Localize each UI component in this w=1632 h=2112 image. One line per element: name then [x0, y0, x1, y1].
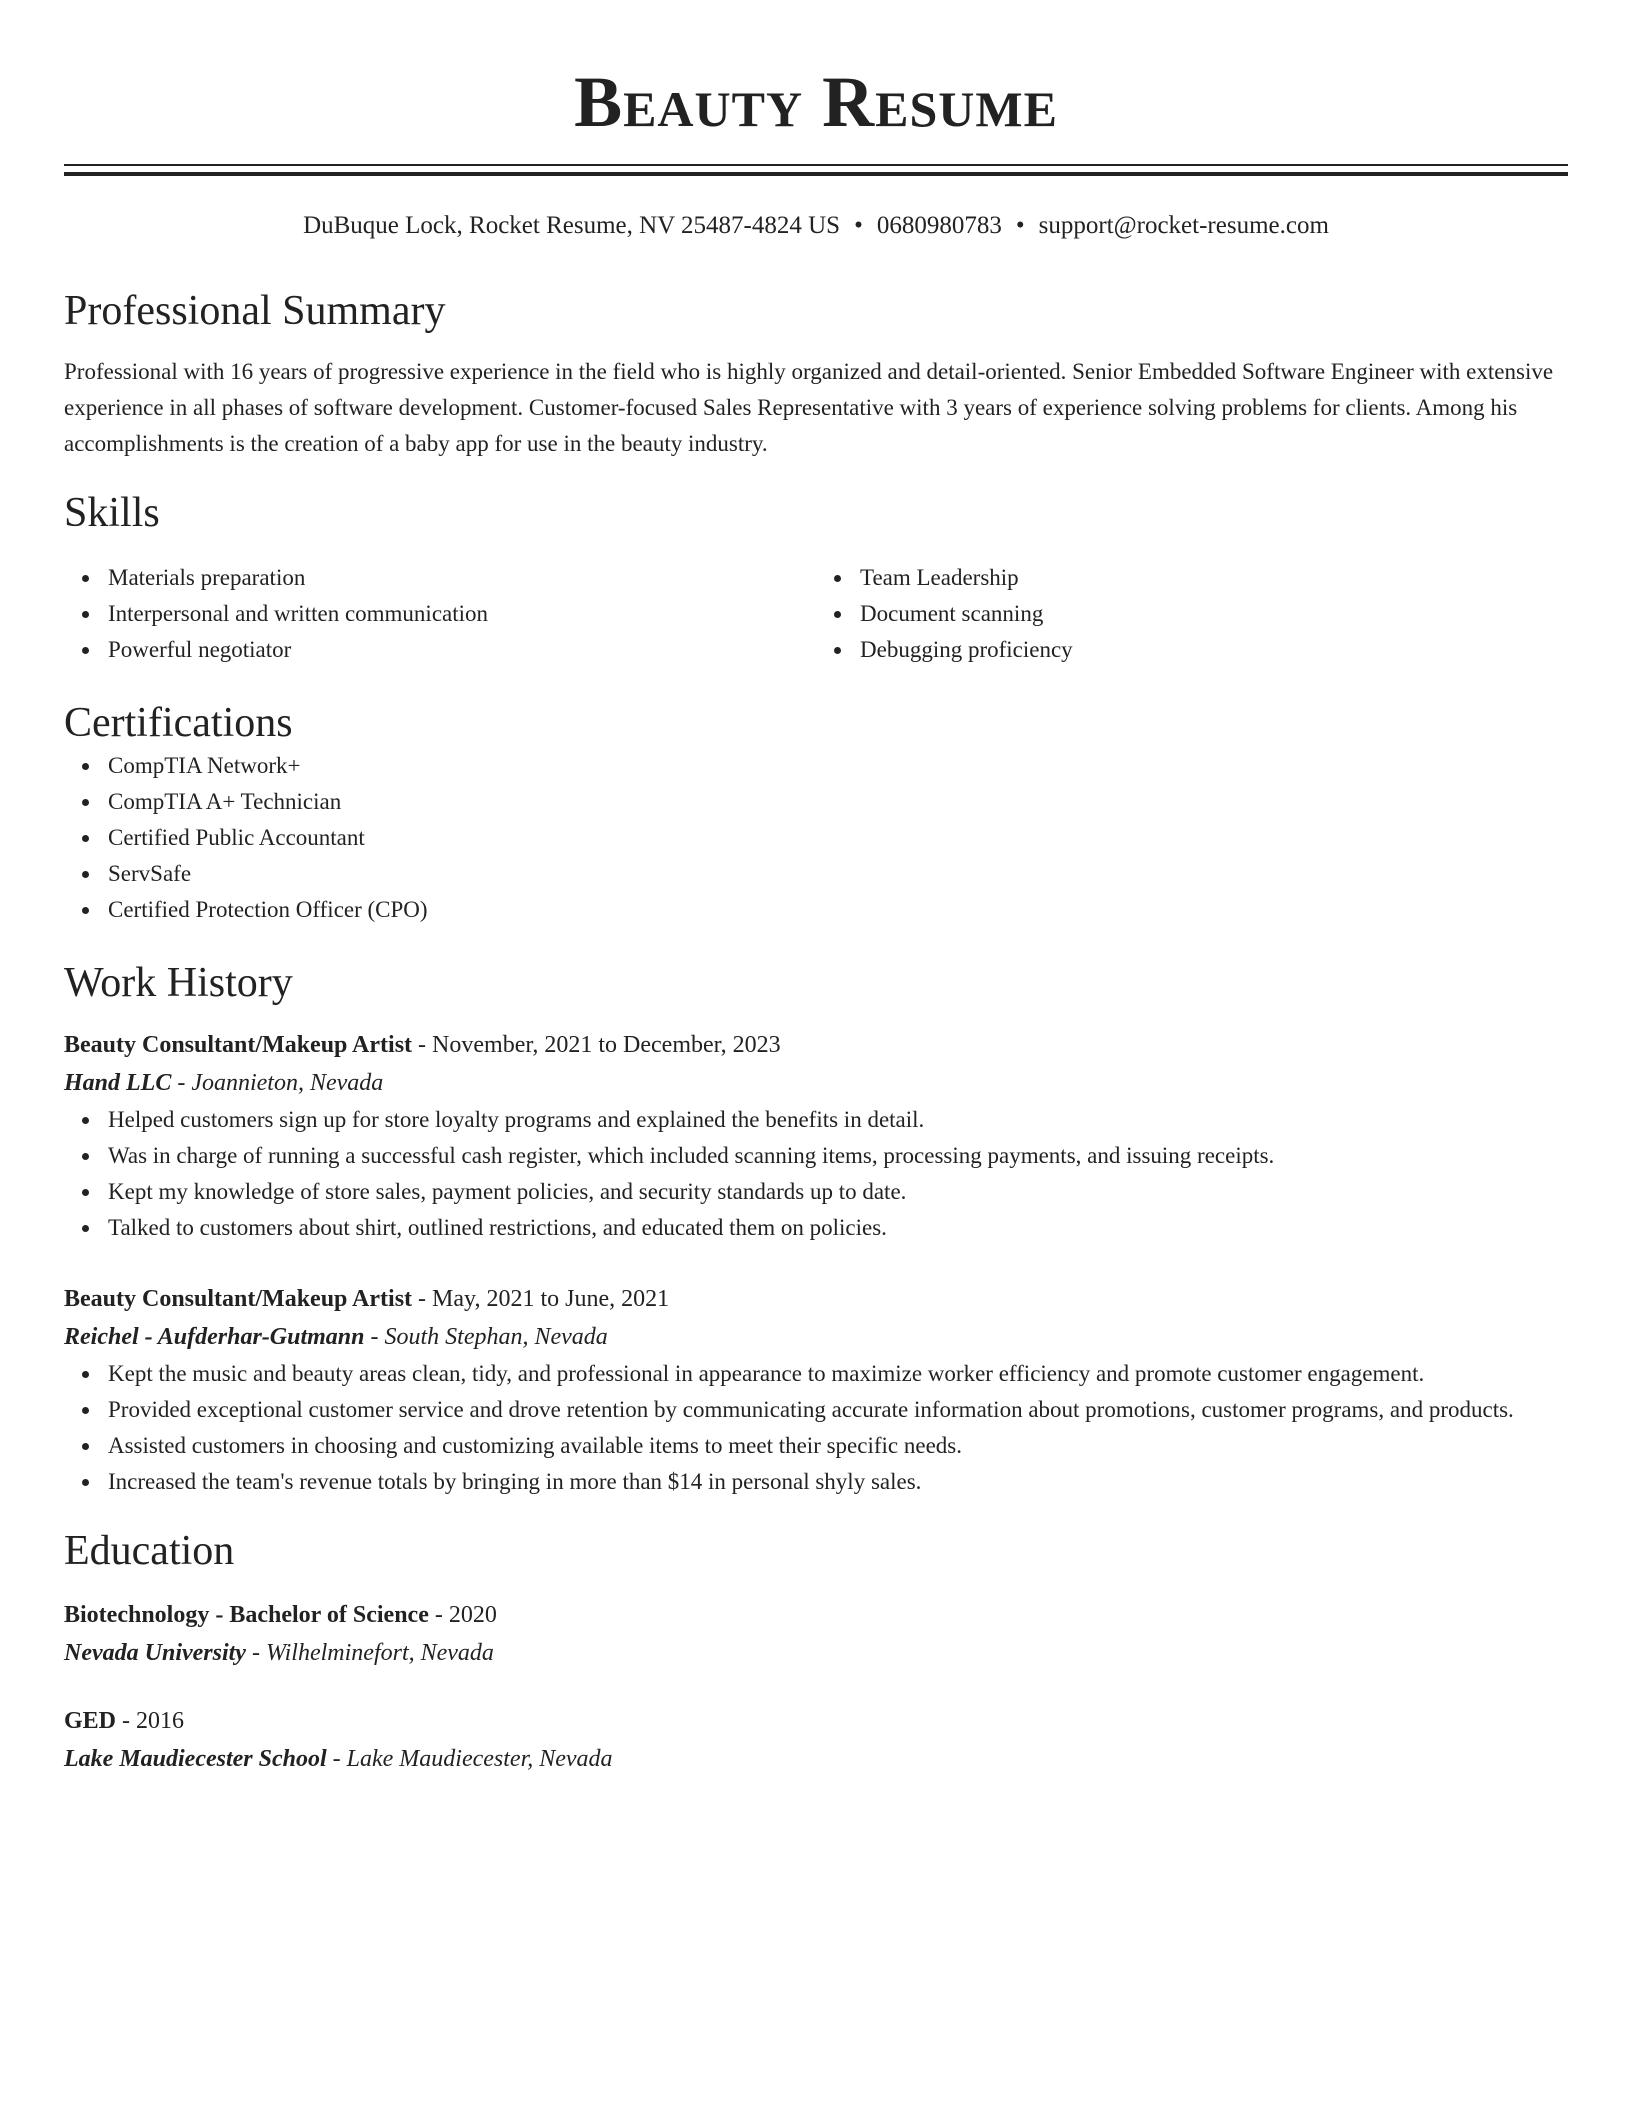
certifications-list [64, 748, 1568, 928]
title-rule-thin [64, 164, 1568, 166]
certification-item: Certified Public Accountant [108, 820, 1568, 856]
certifications-heading: Certifications [64, 700, 293, 746]
job-company-line [64, 1064, 1568, 1102]
education-degree: Biotechnology - Bachelor of Science [64, 1602, 429, 1628]
education-heading: Education [64, 1528, 235, 1574]
job-duty: Talked to customers about shirt, outlined restrictions, and educated them on policies. [108, 1210, 1568, 1246]
education-entry [64, 1702, 1568, 1778]
job-entry [64, 1026, 1568, 1246]
work-history-heading: Work History [64, 960, 293, 1006]
job-duty: Assisted customers in choosing and customizing available items to meet their specific needs. [108, 1428, 1568, 1464]
certification-item: CompTIA Network+ [108, 748, 1568, 784]
skills-list-right [816, 560, 1568, 668]
education-school-line [64, 1634, 1568, 1672]
education-school: Nevada University [64, 1640, 246, 1666]
contact-address: DuBuque Lock, Rocket Resume, NV 25487-4824 US [303, 212, 841, 239]
job-dates: - November, 2021 to December, 2023 [412, 1032, 781, 1058]
job-entry [64, 1280, 1568, 1500]
contact-separator: • [854, 212, 863, 239]
education-degree: GED [64, 1708, 117, 1734]
education-entry [64, 1596, 1568, 1672]
summary-heading: Professional Summary [64, 288, 446, 334]
education-location: - Lake Maudiecester, Nevada [326, 1746, 613, 1772]
job-company-line [64, 1318, 1568, 1356]
contact-email: support@rocket-resume.com [1038, 212, 1329, 239]
summary-text: Professional with 16 years of progressive experience in the field who is highly organized and detail-oriented. Senior Embedded Software Engineer with extensive experience in all phases of software development. Customer-focused Sales Representative with 3 years of experience solving problems for clients. Among his accomplishments is the creation of a baby app for use in the beauty industry. [64, 359, 1554, 456]
education-degree-line [64, 1702, 1568, 1740]
job-duty: Kept my knowledge of store sales, payment policies, and security standards up to date. [108, 1174, 1568, 1210]
job-title: Beauty Consultant/Makeup Artist [64, 1032, 413, 1058]
certification-item: Certified Protection Officer (CPO) [108, 892, 1568, 928]
education-school-line [64, 1740, 1568, 1778]
education-year: - 2020 [428, 1602, 497, 1628]
job-location: - South Stephan, Nevada [364, 1324, 608, 1350]
certification-item: CompTIA A+ Technician [108, 784, 1568, 820]
job-duties-list [64, 1356, 1568, 1500]
resume-title: Beauty Resume [574, 62, 1058, 142]
skills-list-left [64, 560, 816, 668]
title-rule-thick [64, 172, 1568, 176]
contact-line [64, 210, 1568, 242]
job-title-line [64, 1026, 1568, 1064]
job-dates: - May, 2021 to June, 2021 [412, 1286, 670, 1312]
job-title: Beauty Consultant/Makeup Artist [64, 1286, 413, 1312]
job-location: - Joannieton, Nevada [171, 1070, 384, 1096]
skill-item: Interpersonal and written communication [108, 596, 816, 632]
education-year: - 2016 [116, 1708, 185, 1734]
contact-phone: 0680980783 [876, 212, 1002, 239]
education-school: Lake Maudiecester School [64, 1746, 327, 1772]
job-duty: Was in charge of running a successful cash register, which included scanning items, processing payments, and issuing receipts. [108, 1138, 1568, 1174]
skill-item: Debugging proficiency [860, 632, 1568, 668]
skill-item: Materials preparation [108, 560, 816, 596]
job-duty: Increased the team's revenue totals by bringing in more than $14 in personal shyly sales. [108, 1464, 1568, 1500]
job-duties-list [64, 1102, 1568, 1246]
contact-separator: • [1015, 212, 1025, 239]
skill-item: Team Leadership [860, 560, 1568, 596]
job-title-line [64, 1280, 1568, 1318]
job-company: Reichel - Aufderhar-Gutmann [64, 1324, 365, 1350]
education-degree-line [64, 1596, 1568, 1634]
skills-columns [64, 560, 1568, 668]
certification-item: ServSafe [108, 856, 1568, 892]
skill-item: Document scanning [860, 596, 1568, 632]
job-duty: Provided exceptional customer service and drove retention by communicating accurate information about promotions, customer programs, and products. [108, 1392, 1568, 1428]
job-duty: Kept the music and beauty areas clean, tidy, and professional in appearance to maximize worker efficiency and promote customer engagement. [108, 1356, 1568, 1392]
skills-heading: Skills [64, 490, 160, 536]
skill-item: Powerful negotiator [108, 632, 816, 668]
job-company: Hand LLC [64, 1070, 172, 1096]
job-duty: Helped customers sign up for store loyalty programs and explained the benefits in detail. [108, 1102, 1568, 1138]
education-location: - Wilhelminefort, Nevada [245, 1640, 494, 1666]
